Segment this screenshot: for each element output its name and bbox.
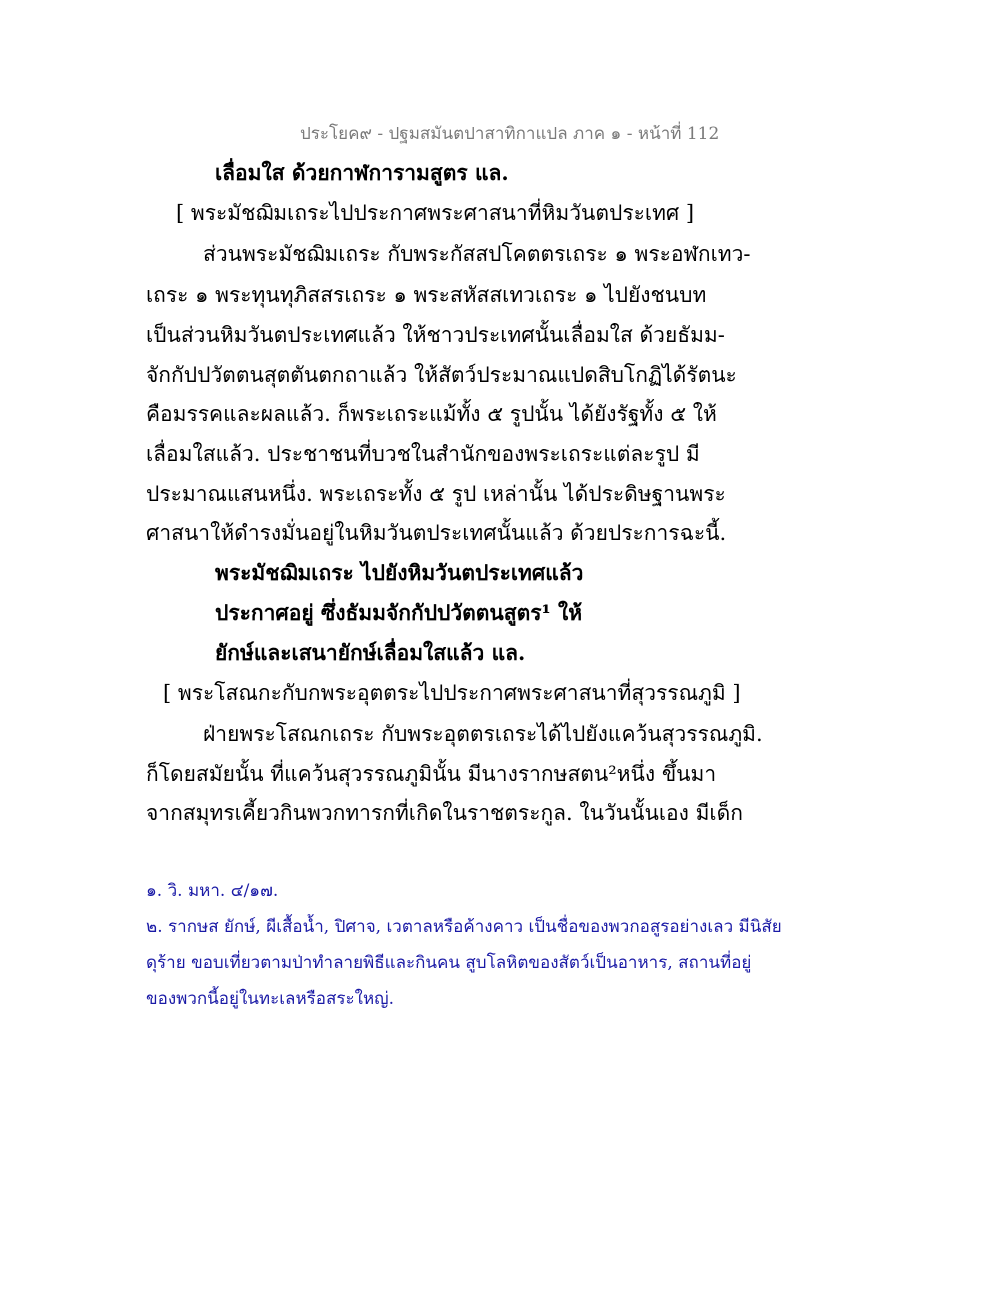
body-line: ประมาณแสนหนึ่ง. พระเถระทั้ง ๕ รูป เหล่านั้น ได้ประดิษฐานพระ xyxy=(146,482,726,506)
body-line: ฝ่ายพระโสณกเถระ กับพระอุตตรเถระได้ไปยังแคว้นสุวรรณภูมิ. xyxy=(203,722,763,746)
section-heading: [ พระมัชฌิมเถระไปประกาศพระศาสนาที่หิมวันตประเทศ ] xyxy=(176,201,695,225)
verse-line: พระมัชฌิมเถระ ไปยังหิมวันตประเทศแล้ว xyxy=(215,560,584,585)
section-heading: [ พระโสณกะกับกพระอุตตระไปประกาศพระศาสนาที่สุวรรณภูมิ ] xyxy=(163,681,741,705)
footnote-2-continuation: ของพวกนี้อยู่ในทะเลหรือสระใหญ่. xyxy=(146,989,395,1009)
footnote-1: ๑. วิ. มหา. ๔/๑๗. xyxy=(146,881,279,901)
body-line: คือมรรคและผลแล้ว. ก็พระเถระแม้ทั้ง ๕ รูปนั้น ได้ยังรัฐทั้ง ๕ ให้ xyxy=(146,402,717,426)
body-line: เถระ ๑ พระทุนทุภิสสรเถระ ๑ พระสหัสสเทวเถระ ๑ ไปยังชนบท xyxy=(146,283,707,307)
body-line: ศาสนาให้ดำรงมั่นอยู่ในหิมวันตประเทศนั้นแล้ว ด้วยประการฉะนี้. xyxy=(146,521,727,545)
footnote-2: ๒. รากษส ยักษ์, ผีเสื้อน้ำ, ปิศาจ, เวตาลหรือค้างคาว เป็นชื่อของพวกอสูรอย่างเลว มีนิสัย xyxy=(146,917,782,937)
body-line: ก็โดยสมัยนั้น ที่แคว้นสุวรรณภูมินั้น มีนางรากษสตน²หนึ่ง ขึ้นมา xyxy=(146,762,717,786)
body-line: เลื่อมใสแล้ว. ประชาชนที่บวชในสำนักของพระเถระแต่ละรูป มี xyxy=(146,442,700,466)
body-line: จักกัปปวัตตนสุตตันตกถาแล้ว ให้สัตว์ประมาณแปดสิบโกฏิได้รัตนะ xyxy=(146,363,737,387)
body-line: เป็นส่วนหิมวันตประเทศแล้ว ให้ชาวประเทศนั้นเลื่อมใส ด้วยธัมม- xyxy=(146,323,725,347)
footnote-2-continuation: ดุร้าย ขอบเที่ยวตามป่าทำลายพิธีและกินคน สูบโลหิตของสัตว์เป็นอาหาร, สถานที่อยู่ xyxy=(146,953,752,973)
verse-line: ประกาศอยู่ ซึ่งธัมมจักกัปปวัตตนสูตร¹ ให้ xyxy=(215,600,583,625)
verse-line: ยักษ์และเสนายักษ์เลื่อมใสแล้ว แล. xyxy=(215,640,526,665)
running-head: ประโยค๙ - ปฐมสมันตปาสาทิกาแปล ภาค ๑ - หน้าที่ 112 xyxy=(300,124,720,144)
body-line: จากสมุทรเคี้ยวกินพวกทารกที่เกิดในราชตระกูล. ในวันนั้นเอง มีเด็ก xyxy=(146,801,743,825)
body-line: ส่วนพระมัชฌิมเถระ กับพระกัสสปโคตตรเถระ ๑ พระอฬกเทว- xyxy=(203,242,751,266)
body-line: เลื่อมใส ด้วยกาฬการามสูตร แล. xyxy=(215,160,509,185)
